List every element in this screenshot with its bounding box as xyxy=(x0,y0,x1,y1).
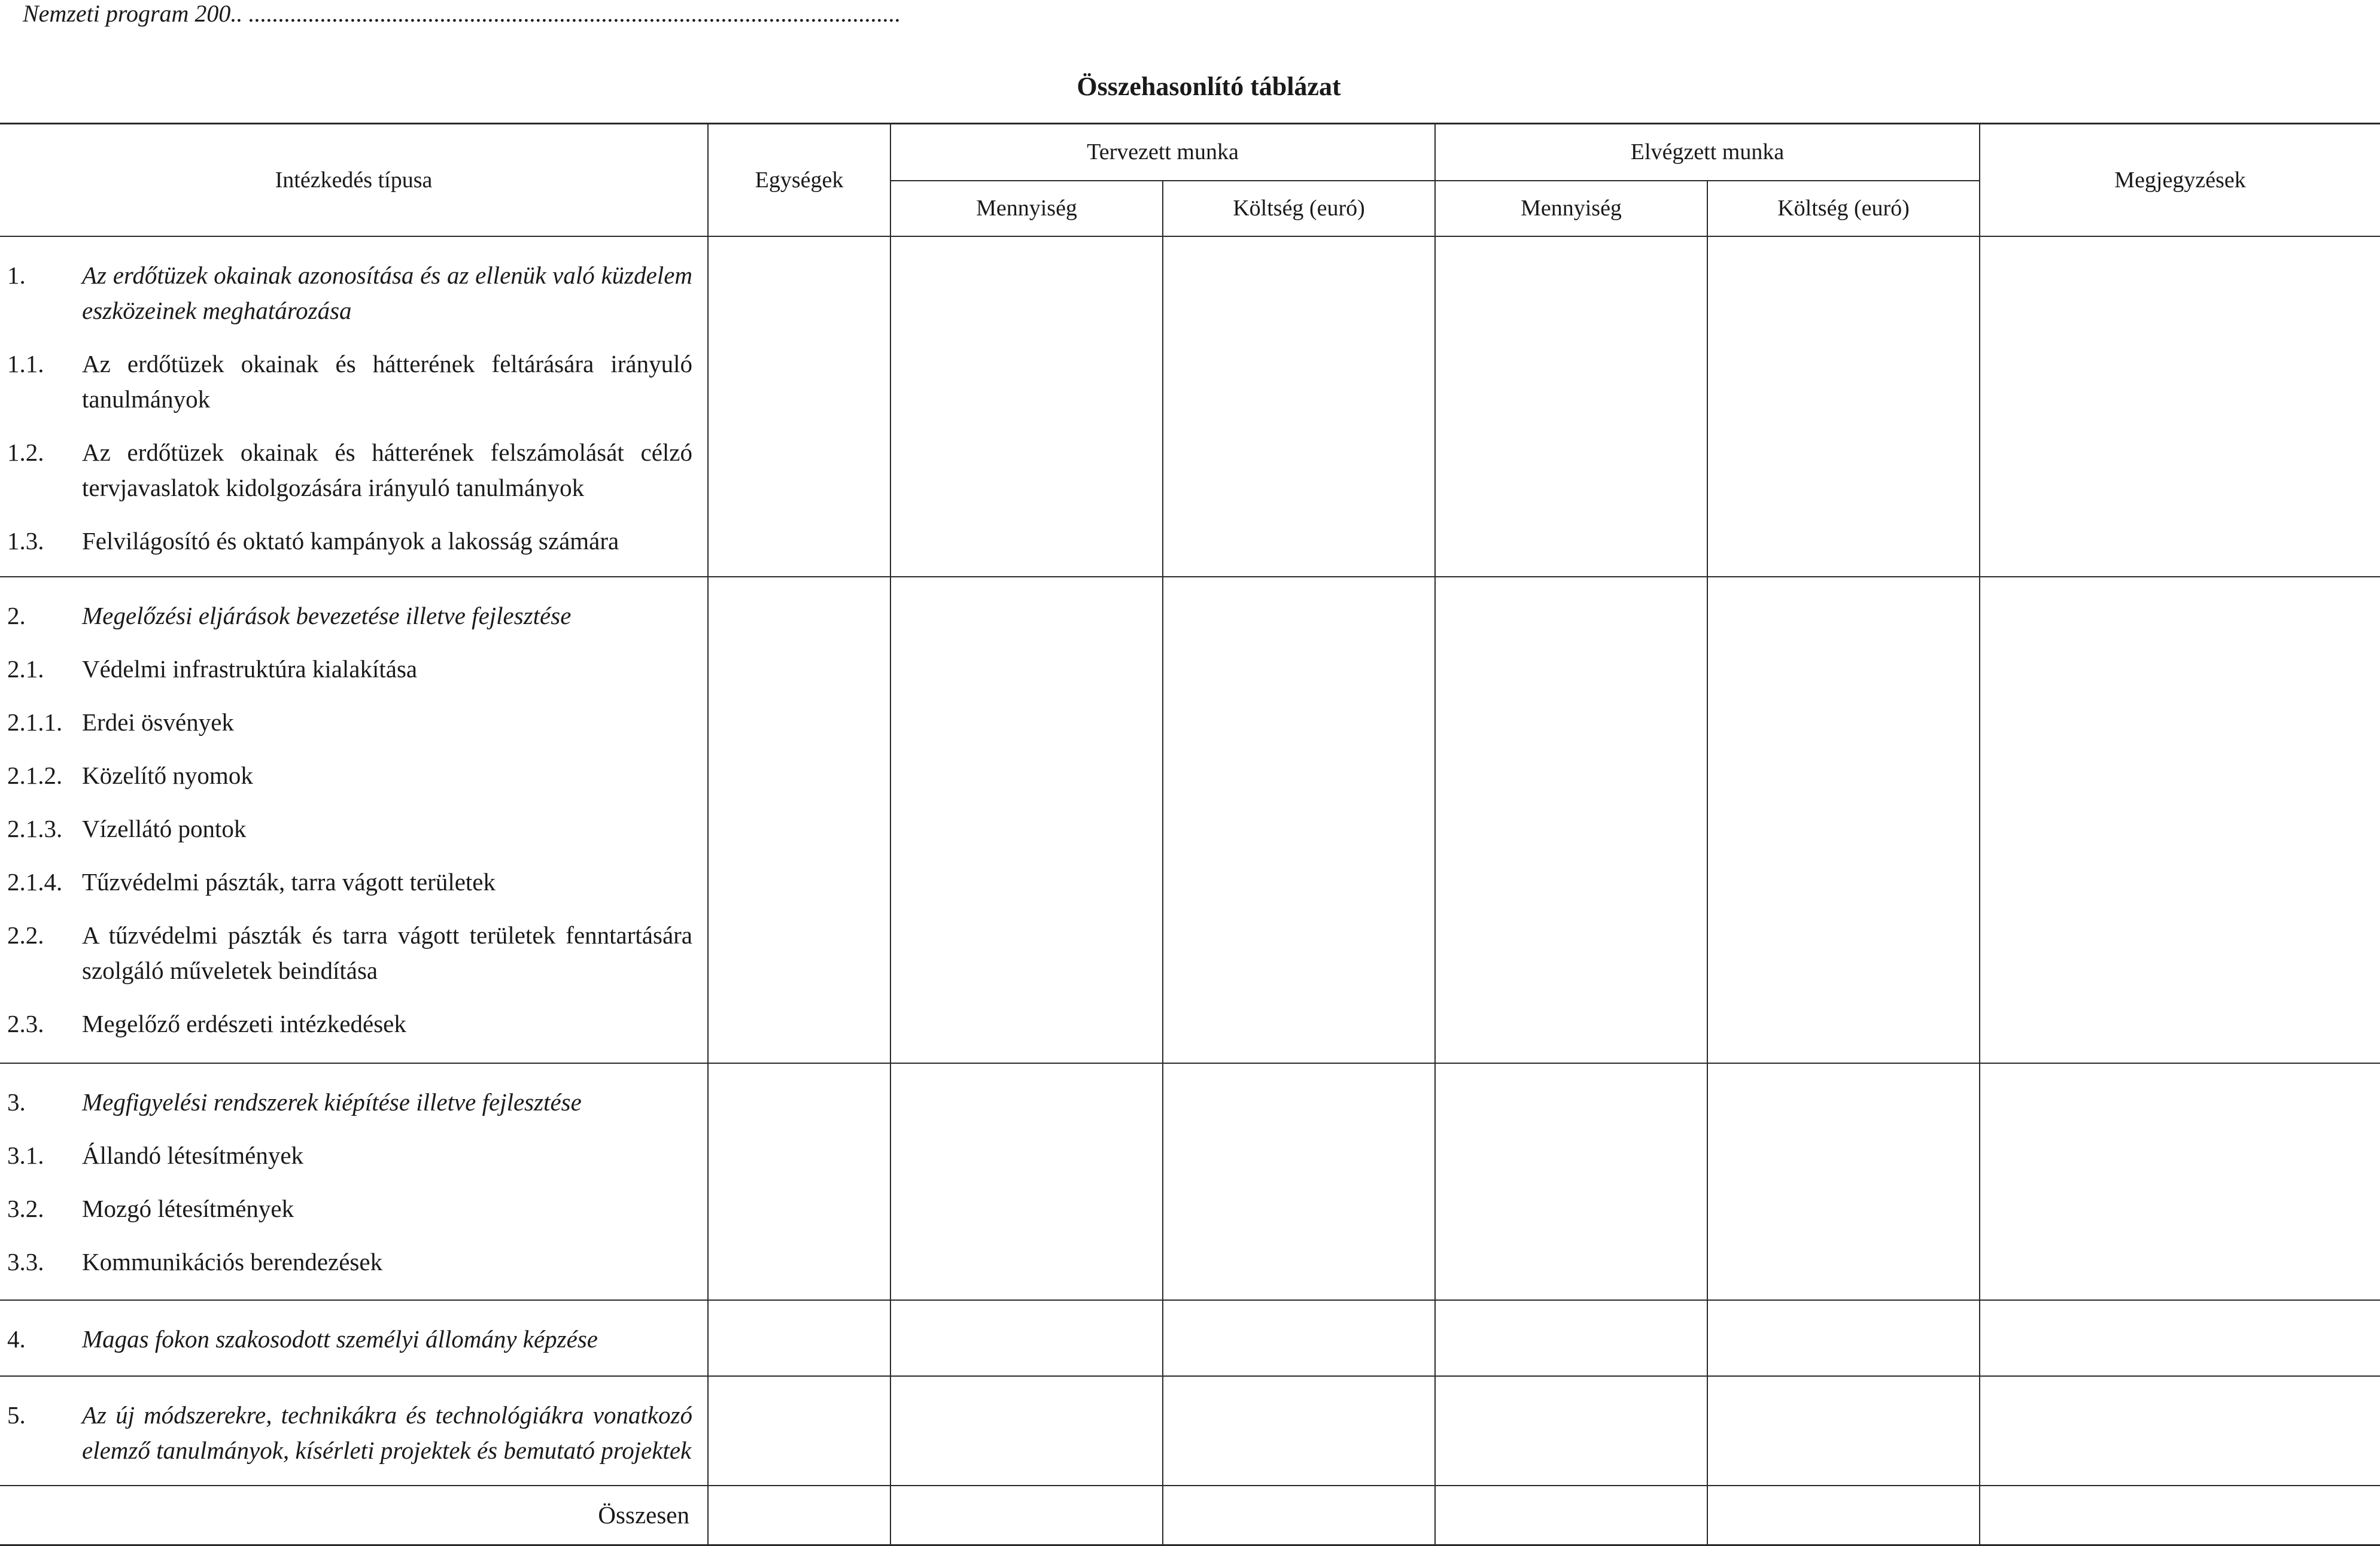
item-text: Megelőzési eljárások bevezetése illetve fejlesztése xyxy=(82,601,572,629)
item-number: 3.2. xyxy=(7,1194,44,1222)
completed-cost-cell xyxy=(1707,236,1980,577)
section-row xyxy=(0,236,2380,577)
item-text: A tűzvédelmi pászták és tarra vágott területek fenntartására szolgáló műveletek beindítása xyxy=(82,921,692,984)
completed-cost-cell xyxy=(1707,577,1980,1063)
item-number: 2. xyxy=(7,601,26,629)
planned-cost-cell xyxy=(1163,1300,1435,1376)
list-item xyxy=(0,598,707,634)
completed-cost-cell xyxy=(1707,1063,1980,1300)
header-remarks: Megjegyzések xyxy=(1980,124,2380,236)
planned-cost-cell xyxy=(1163,1063,1435,1300)
completed-cost-cell xyxy=(1707,1300,1980,1376)
page-title: Összehasonlító táblázat xyxy=(1077,72,1341,101)
list-item xyxy=(0,435,707,506)
list-item xyxy=(0,1138,707,1173)
item-number: 1. xyxy=(7,261,26,289)
header-completed-quantity: Mennyiség xyxy=(1435,181,1707,236)
section-row xyxy=(0,1063,2380,1300)
item-number: 1.2. xyxy=(7,438,44,466)
list-item xyxy=(0,758,707,793)
remarks-total-cell xyxy=(1980,1486,2380,1545)
item-text: Közelítő nyomok xyxy=(82,761,253,789)
list-item xyxy=(0,865,707,900)
planned-quantity-cell xyxy=(890,236,1163,577)
item-number: 5. xyxy=(7,1401,26,1429)
section-row xyxy=(0,1300,2380,1376)
item-number: 3.3. xyxy=(7,1247,44,1276)
planned-cost-cell xyxy=(1163,577,1435,1063)
item-number: 2.3. xyxy=(7,1009,44,1037)
item-number: 2.1.1. xyxy=(7,708,63,736)
completed-quantity-cell xyxy=(1435,577,1707,1063)
units-cell xyxy=(708,1300,890,1376)
item-text: Az erdőtüzek okainak és hátterének felszámolását célzó tervjavaslatok kidolgozására irányuló tanulmányok xyxy=(82,438,692,501)
item-number: 1.3. xyxy=(7,527,44,555)
list-item xyxy=(0,1244,707,1280)
section-row xyxy=(0,1376,2380,1486)
list-item xyxy=(0,258,707,328)
item-number: 4. xyxy=(7,1325,26,1353)
item-number: 3. xyxy=(7,1088,26,1116)
completed-quantity-cell xyxy=(1435,1300,1707,1376)
planned-cost-cell xyxy=(1163,236,1435,577)
completed-quantity-total-cell xyxy=(1435,1486,1707,1545)
section-cell xyxy=(0,236,708,577)
item-text: Az erdőtüzek okainak és hátterének feltárására irányuló tanulmányok xyxy=(82,349,692,413)
planned-cost-total-cell xyxy=(1163,1486,1435,1545)
units-cell xyxy=(708,1063,890,1300)
completed-quantity-cell xyxy=(1435,1376,1707,1486)
planned-cost-cell xyxy=(1163,1376,1435,1486)
item-number: 1.1. xyxy=(7,349,44,378)
item-text: Megfigyelési rendszerek kiépítése illetve fejlesztése xyxy=(82,1088,582,1116)
total-row xyxy=(0,1486,2380,1545)
list-item xyxy=(0,1322,707,1357)
item-text: Vízellátó pontok xyxy=(82,814,247,842)
section-cell xyxy=(0,577,708,1063)
list-item xyxy=(0,1191,707,1227)
completed-quantity-cell xyxy=(1435,236,1707,577)
planned-quantity-cell xyxy=(890,1376,1163,1486)
list-item xyxy=(0,918,707,988)
item-number: 2.1.2. xyxy=(7,761,63,789)
completed-quantity-cell xyxy=(1435,1063,1707,1300)
header-planned-cost: Költség (euró) xyxy=(1163,181,1435,236)
item-text: Az erdőtüzek okainak azonosítása és az ellenük való küzdelem eszközeinek meghatározása xyxy=(82,261,692,324)
list-item xyxy=(0,1398,707,1468)
list-item xyxy=(0,705,707,740)
item-text: Állandó létesítmények xyxy=(82,1141,304,1169)
item-text: Felvilágosító és oktató kampányok a lakosság számára xyxy=(82,527,619,555)
item-number: 2.1. xyxy=(7,655,44,683)
list-item xyxy=(0,524,707,559)
section-cell xyxy=(0,1376,708,1486)
remarks-cell xyxy=(1980,1063,2380,1300)
item-text: Erdei ösvények xyxy=(82,708,234,736)
section-cell xyxy=(0,1063,708,1300)
header-units: Egységek xyxy=(708,124,890,236)
completed-cost-cell xyxy=(1707,1376,1980,1486)
item-number: 3.1. xyxy=(7,1141,44,1169)
list-item xyxy=(0,811,707,847)
remarks-cell xyxy=(1980,1300,2380,1376)
units-cell xyxy=(708,577,890,1063)
completed-cost-total-cell xyxy=(1707,1486,1980,1545)
section-cell xyxy=(0,1300,708,1376)
units-total-cell xyxy=(708,1486,890,1545)
item-text: Kommunikációs berendezések xyxy=(82,1247,383,1276)
remarks-cell xyxy=(1980,577,2380,1063)
comparison-table xyxy=(0,123,2380,1546)
total-label: Összesen xyxy=(0,1486,708,1545)
list-item xyxy=(0,652,707,687)
section-row xyxy=(0,577,2380,1063)
planned-quantity-total-cell xyxy=(890,1486,1163,1545)
item-number: 2.1.3. xyxy=(7,814,63,842)
item-number: 2.2. xyxy=(7,921,44,949)
header-completed-work: Elvégzett munka xyxy=(1435,124,1980,181)
list-item xyxy=(0,1006,707,1042)
remarks-cell xyxy=(1980,236,2380,577)
header-completed-cost: Költség (euró) xyxy=(1707,181,1980,236)
item-text: Az új módszerekre, technikákra és technológiákra vonatkozó elemző tanulmányok, kísérleti projektek és bemutató projektek xyxy=(82,1401,692,1464)
planned-quantity-cell xyxy=(890,1300,1163,1376)
item-text: Magas fokon szakosodott személyi állomány képzése xyxy=(82,1325,598,1353)
list-item xyxy=(0,1085,707,1120)
units-cell xyxy=(708,1376,890,1486)
item-number: 2.1.4. xyxy=(7,868,63,896)
units-cell xyxy=(708,236,890,577)
header-planned-work: Tervezett munka xyxy=(890,124,1435,181)
planned-quantity-cell xyxy=(890,577,1163,1063)
list-item xyxy=(0,346,707,417)
item-text: Tűzvédelmi pászták, tarra vágott területek xyxy=(82,868,496,896)
item-text: Megelőző erdészeti intézkedések xyxy=(82,1009,406,1037)
header-measure-type: Intézkedés típusa xyxy=(0,124,708,236)
header-planned-quantity: Mennyiség xyxy=(890,181,1163,236)
program-header: Nemzeti program 200.. ............................................................................................................. xyxy=(23,0,901,27)
remarks-cell xyxy=(1980,1376,2380,1486)
item-text: Mozgó létesítmények xyxy=(82,1194,294,1222)
table-body xyxy=(0,236,2380,1545)
item-text: Védelmi infrastruktúra kialakítása xyxy=(82,655,418,683)
planned-quantity-cell xyxy=(890,1063,1163,1300)
